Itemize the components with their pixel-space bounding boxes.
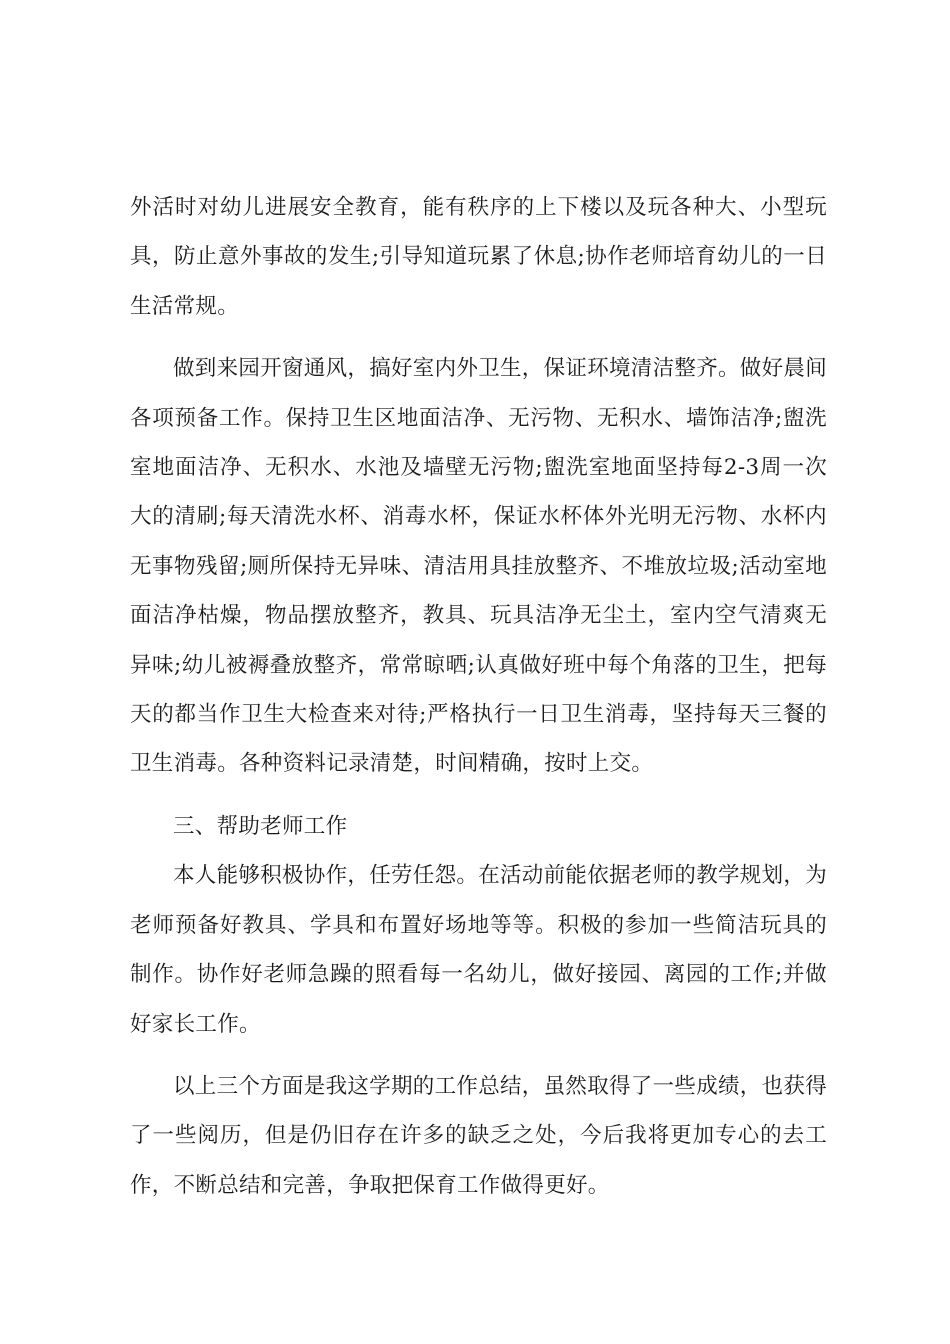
paragraph-summary: 以上三个方面是我这学期的工作总结，虽然取得了一些成绩，也获得了一些阅历，但是仍旧存在许多的缺乏之处，今后我将更加专心的去工作，不断总结和完善，争取把保育工作做得更好。 (130, 1073, 828, 1198)
section-heading-assist-teacher: 三、帮助老师工作 (173, 813, 348, 839)
paragraph-assist-teacher: 本人能够积极协作，任劳任怨。在活动前能依据老师的教学规划，为老师预备好教具、学具和布置好场地等等。积极的参加一些简洁玩具的制作。协作好老师急躁的照看每一名幼儿，做好接园、离园的工作;并做好家长工作。 (130, 863, 828, 1037)
document-body (130, 183, 827, 1210)
paragraph-hygiene: 做到来园开窗通风，搞好室内外卫生，保证环境清洁整齐。做好晨间各项预备工作。保持卫生区地面洁净、无污物、无积水、墙饰洁净;盥洗室地面洁净、无积水、水池及墙壁无污物;盥洗室地面坚持每2-3周一次大的清刷;每天清洗水杯、消毒水杯，保证水杯体外光明无污物、水杯内无事物残留;厕所保持无异味、清洁用具挂放整齐、不堆放垃圾;活动室地面洁净枯燥，物品摆放整齐，教具、玩具洁净无尘土，室内空气清爽无异味;幼儿被褥叠放整齐，常常晾晒;认真做好班中每个角落的卫生，把每天的都当作卫生大检查来对待;严格执行一日卫生消毒，坚持每天三餐的卫生消毒。各种资料记录清楚，时间精确，按时上交。 (130, 356, 828, 777)
paragraph-continuation: 外活时对幼儿进展安全教育，能有秩序的上下楼以及玩各种大、小型玩具，防止意外事故的发生;引导知道玩累了休息;协作老师培育幼儿的一日生活常规。 (130, 195, 827, 319)
